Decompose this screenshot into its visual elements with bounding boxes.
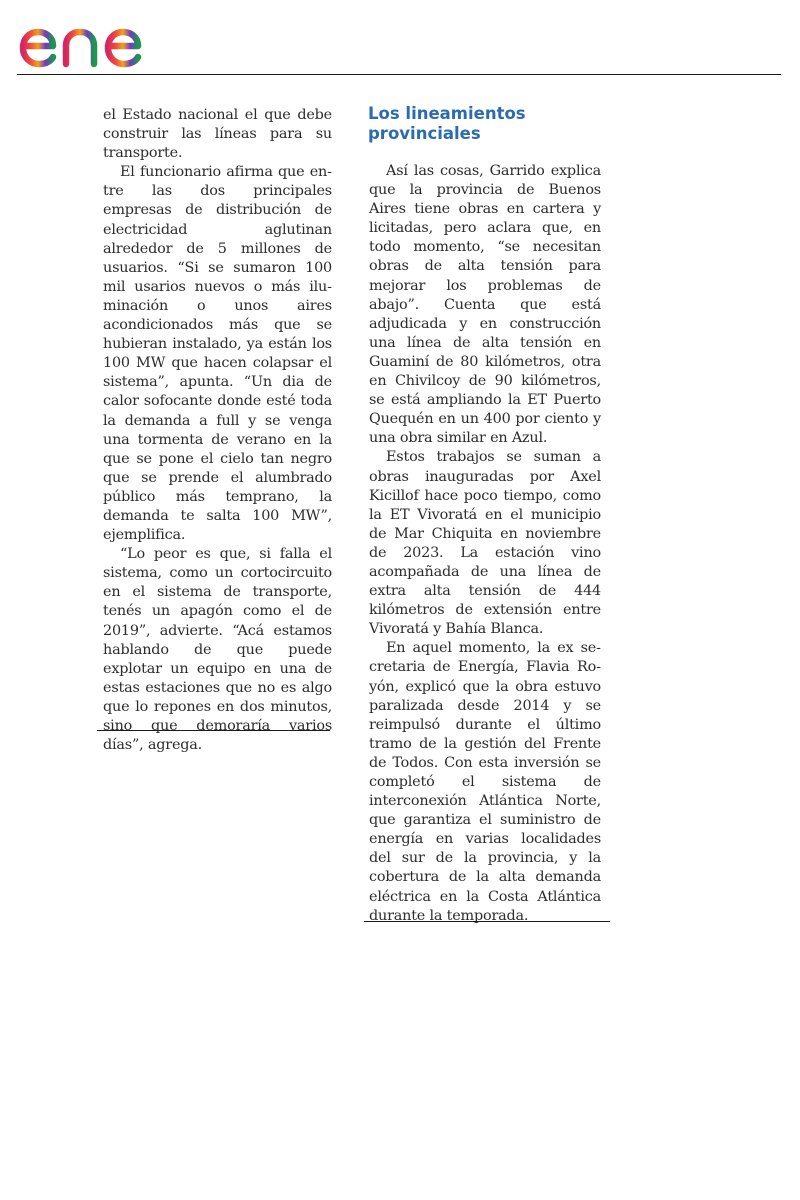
enel-logo [16, 8, 182, 70]
section-heading [368, 104, 608, 144]
section-heading-line-2: provinciales [368, 124, 481, 143]
left-column-end-rule [97, 730, 330, 731]
article-column-right [369, 162, 601, 926]
left-paragraph-1: el Estado nacional el que debe construir las líneas para su transporte. [103, 107, 332, 162]
right-paragraph-3: En aquel momento, la ex secretaria de Energía, Flavia Royón, explicó que la obra estuvo paralizada desde 2014 y se reimpulsó durante el último tramo de la gestión del Frente de Todos. Con esta inversión se completó el sistema de interconexión Atlántica Norte, que garantiza el suministro de energía en varias localidades del sur de la provincia, y la cobertura de la alta demanda eléctrica en la Costa Atlántica durante la temporada. [369, 640, 601, 924]
left-paragraph-3: “Lo peor es que, si falla el sistema, como un cortocircuito en el sistema de transporte, tenés un apagón como el de 2019”, advierte. “Acá estamos hablando de que puede explotar un equipo en una de estas estaciones que no es algo que lo repones en dos minutos, sino que demoraría varios días”, agrega. [103, 546, 332, 754]
right-paragraph-2: Estos trabajos se suman a obras inauguradas por Axel Kicillof hace poco tiempo, como la ET Vivoratá en el municipio de Mar Chiquita en noviembre de 2023. La estación vino acompañada de una línea de extra alta tensión de 444 kilómetros de extensión entre Vivoratá y Bahía Blanca. [369, 449, 601, 638]
article-column-left [103, 106, 332, 755]
section-heading-line-1: Los lineamientos [368, 104, 526, 123]
header-divider [17, 74, 781, 75]
right-paragraph-1: Así las cosas, Garrido explica que la provincia de Buenos Aires tiene obras en cartera y licitadas, pero aclara que, en todo momento, “se necesitan obras de alta tensión para mejorar los problemas de abajo”. Cuenta que está adjudicada y en construcción una línea de alta tensión en Guaminí de 80 kilómetros, otra en Chivilcoy de 90 kilómetros, se está ampliando la ET Puerto Quequén en un 400 por ciento y una obra similar en Azul. [369, 163, 601, 447]
right-column-end-rule [364, 921, 610, 922]
left-paragraph-2: El funcionario afirma que entre las dos principales empresas de distribución de electricidad aglutinan alrededor de 5 millones de usuarios. “Si se sumaron 100 mil usarios nuevos o más iluminación o unos aires acondicionados más que se hubieran instalado, ya están los 100 MW que hacen colapsar el sistema”, apunta. “Un dia de calor sofocante donde esté toda la demanda a full y se venga una tormenta de verano en la que se pone el cielo tan negro que se prende el alumbrado público más temprano, la demanda te salta 100 MW”, ejemplifica. [103, 164, 332, 544]
